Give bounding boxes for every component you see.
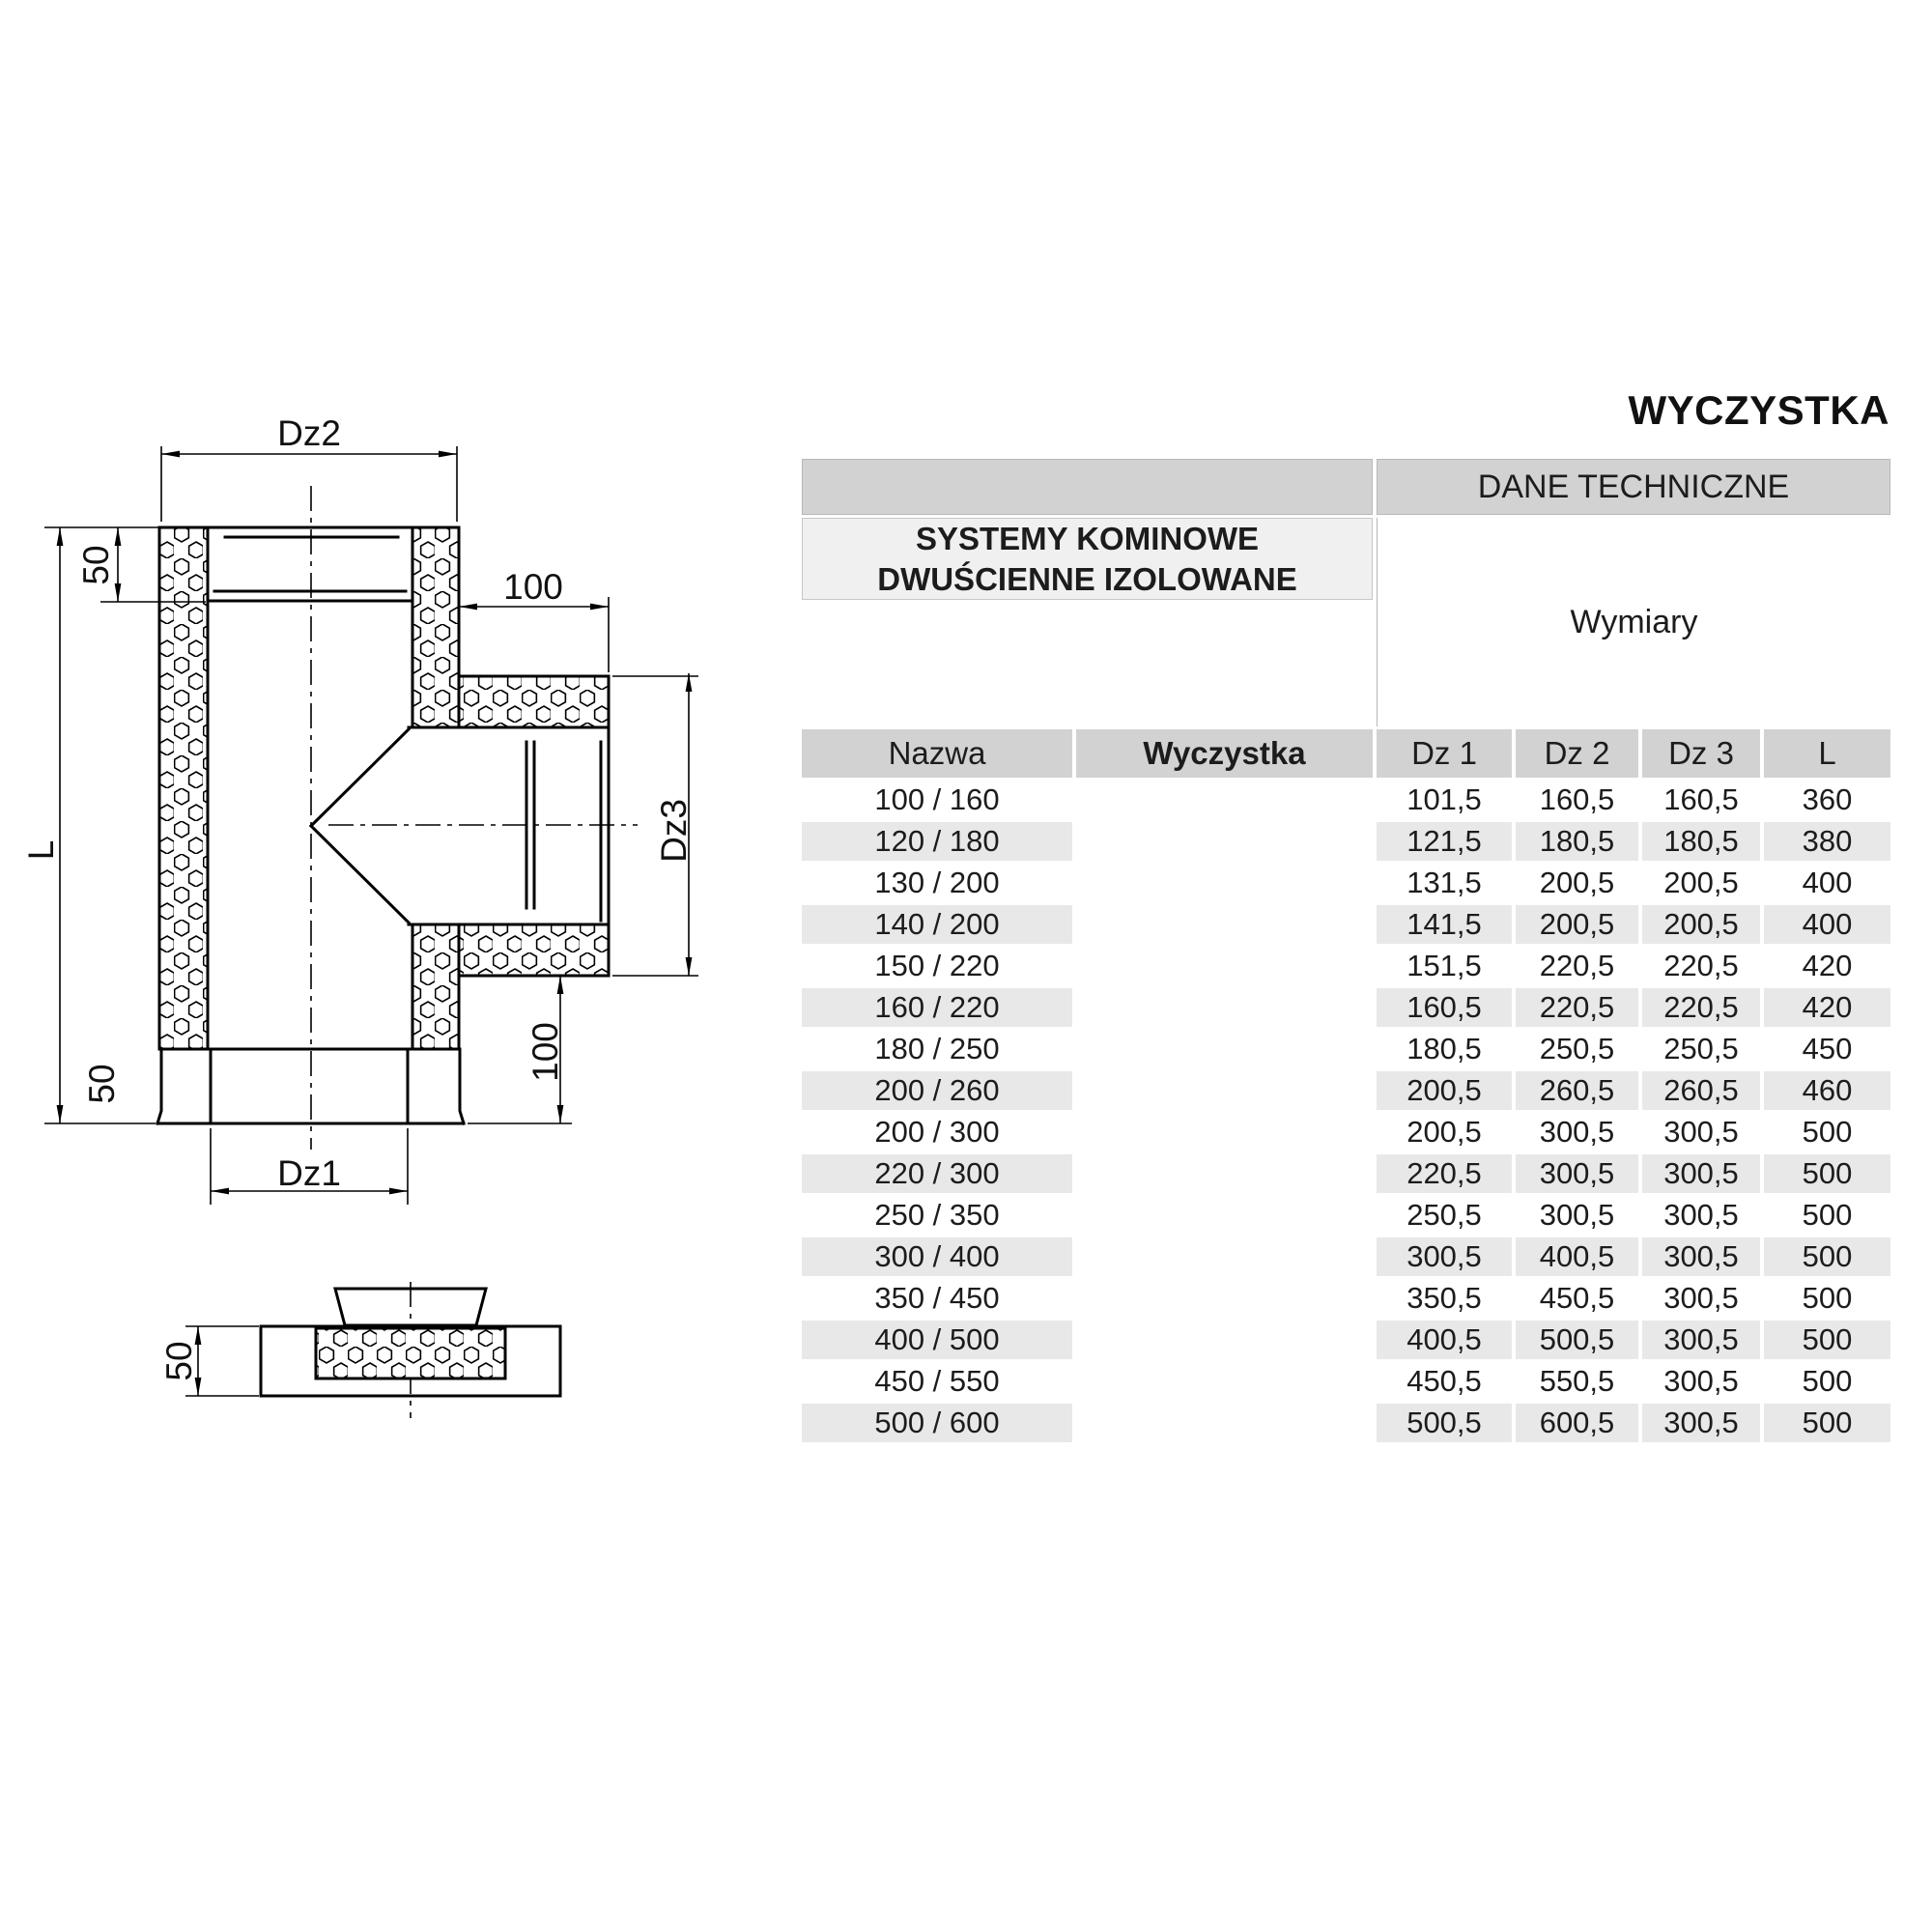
row-dz3-cell: 260,5 [1642, 1071, 1760, 1110]
row-dz3-cell: 300,5 [1663, 1364, 1739, 1398]
row-name-cell: 140 / 200 [802, 905, 1072, 944]
row-name-cell: 120 / 180 [802, 822, 1072, 861]
dim-50-collar-label: 50 [82, 1064, 122, 1104]
row-dz3-cell: 220,5 [1642, 988, 1760, 1027]
table-header-dane-techniczne: DANE TECHNICZNE [1377, 459, 1890, 515]
row-l-cell: 400 [1802, 866, 1853, 899]
row-l-cell: 400 [1764, 905, 1890, 944]
row-dz1-cell: 121,5 [1377, 822, 1512, 861]
spec-table [802, 459, 1890, 1442]
table-corner-cell [802, 459, 1373, 515]
dim-50-cap-label: 50 [159, 1341, 199, 1381]
table-left-blank-cell [802, 603, 1373, 726]
row-dz2-cell: 180,5 [1516, 822, 1638, 861]
row-name-cell: 300 / 400 [802, 1237, 1072, 1276]
row-dz3-cell: 180,5 [1642, 822, 1760, 861]
row-dz2-cell: 500,5 [1516, 1321, 1638, 1359]
row-dz1-cell: 400,5 [1377, 1321, 1512, 1359]
row-dz2-cell: 250,5 [1539, 1032, 1615, 1065]
row-l-cell: 500 [1764, 1237, 1890, 1276]
row-dz2-cell: 300,5 [1539, 1198, 1615, 1232]
technical-drawing [0, 0, 734, 1449]
row-dz3-cell: 300,5 [1642, 1237, 1760, 1276]
dim-l-label: L [21, 839, 61, 861]
row-name-cell: 150 / 220 [874, 949, 1000, 982]
row-l-cell: 500 [1764, 1154, 1890, 1193]
dim-50-top-label: 50 [76, 545, 116, 585]
row-dz3-cell: 300,5 [1642, 1321, 1760, 1359]
row-dz1-cell: 200,5 [1406, 1115, 1482, 1149]
column-header-dz2: Dz 2 [1516, 729, 1638, 778]
row-dz3-cell: 300,5 [1663, 1198, 1739, 1232]
table-header-system-name [802, 518, 1373, 600]
row-dz3-cell: 300,5 [1642, 1404, 1760, 1442]
row-dz2-cell: 450,5 [1539, 1281, 1615, 1315]
row-name-cell: 450 / 550 [874, 1364, 1000, 1398]
row-dz2-cell: 200,5 [1539, 866, 1615, 899]
row-dz1-cell: 180,5 [1406, 1032, 1482, 1065]
row-dz3-cell: 250,5 [1663, 1032, 1739, 1065]
column-header-wyczystka: Wyczystka [1076, 729, 1373, 778]
row-l-cell: 360 [1802, 782, 1853, 816]
row-dz1-cell: 101,5 [1406, 782, 1482, 816]
row-dz2-cell: 220,5 [1539, 949, 1615, 982]
row-dz3-cell: 220,5 [1663, 949, 1739, 982]
dimension-labels [21, 413, 694, 1381]
column-header-nazwa: Nazwa [802, 729, 1072, 778]
row-name-cell: 200 / 260 [802, 1071, 1072, 1110]
row-name-cell: 100 / 160 [874, 782, 1000, 816]
row-dz2-cell: 300,5 [1516, 1154, 1638, 1193]
dim-dz3-label: Dz3 [654, 799, 694, 863]
column-header-dz3: Dz 3 [1642, 729, 1760, 778]
row-dz2-cell: 300,5 [1539, 1115, 1615, 1149]
row-dz1-cell: 300,5 [1377, 1237, 1512, 1276]
row-dz2-cell: 260,5 [1516, 1071, 1638, 1110]
row-l-cell: 500 [1764, 1404, 1890, 1442]
dim-dz2-label: Dz2 [277, 413, 341, 453]
page-title: WYCZYSTKA [1628, 387, 1889, 433]
row-name-cell: 200 / 300 [874, 1115, 1000, 1149]
row-name-cell: 220 / 300 [802, 1154, 1072, 1193]
row-dz2-cell: 200,5 [1516, 905, 1638, 944]
row-dz1-cell: 160,5 [1377, 988, 1512, 1027]
row-l-cell: 500 [1802, 1115, 1853, 1149]
dim-100-branch-label: 100 [503, 567, 563, 607]
row-dz3-cell: 300,5 [1663, 1281, 1739, 1315]
row-l-cell: 500 [1764, 1321, 1890, 1359]
row-l-cell: 500 [1802, 1281, 1853, 1315]
row-dz2-cell: 550,5 [1539, 1364, 1615, 1398]
dim-100-bottom-label: 100 [526, 1022, 565, 1082]
row-dz1-cell: 220,5 [1377, 1154, 1512, 1193]
row-name-cell: 400 / 500 [802, 1321, 1072, 1359]
row-l-cell: 450 [1802, 1032, 1853, 1065]
row-dz2-cell: 600,5 [1516, 1404, 1638, 1442]
row-dz3-cell: 200,5 [1642, 905, 1760, 944]
row-dz2-cell: 400,5 [1516, 1237, 1638, 1276]
system-name-line2: DWUŚCIENNE IZOLOWANE [877, 560, 1297, 597]
row-l-cell: 460 [1764, 1071, 1890, 1110]
row-dz1-cell: 250,5 [1406, 1198, 1482, 1232]
wyczystka-image-cell [1076, 781, 1373, 1442]
column-header-l: L [1764, 729, 1890, 778]
table-header-wymiary: Wymiary [1377, 518, 1890, 726]
row-name-cell: 350 / 450 [874, 1281, 1000, 1315]
row-dz3-cell: 200,5 [1663, 866, 1739, 899]
dim-dz1-label: Dz1 [277, 1153, 341, 1193]
row-dz1-cell: 141,5 [1377, 905, 1512, 944]
row-name-cell: 180 / 250 [874, 1032, 1000, 1065]
row-dz3-cell: 300,5 [1642, 1154, 1760, 1193]
column-header-dz1: Dz 1 [1377, 729, 1512, 778]
row-dz1-cell: 450,5 [1406, 1364, 1482, 1398]
row-dz1-cell: 500,5 [1377, 1404, 1512, 1442]
row-dz2-cell: 160,5 [1539, 782, 1615, 816]
row-l-cell: 380 [1764, 822, 1890, 861]
system-name-line1: SYSTEMY KOMINOWE [915, 521, 1260, 557]
row-l-cell: 420 [1802, 949, 1853, 982]
row-l-cell: 500 [1802, 1198, 1853, 1232]
row-l-cell: 420 [1764, 988, 1890, 1027]
row-name-cell: 250 / 350 [874, 1198, 1000, 1232]
row-dz1-cell: 350,5 [1406, 1281, 1482, 1315]
row-dz2-cell: 220,5 [1516, 988, 1638, 1027]
row-dz1-cell: 151,5 [1406, 949, 1482, 982]
row-name-cell: 500 / 600 [802, 1404, 1072, 1442]
row-dz3-cell: 160,5 [1663, 782, 1739, 816]
row-dz1-cell: 131,5 [1406, 866, 1482, 899]
row-name-cell: 160 / 220 [802, 988, 1072, 1027]
row-name-cell: 130 / 200 [874, 866, 1000, 899]
row-dz1-cell: 200,5 [1377, 1071, 1512, 1110]
row-dz3-cell: 300,5 [1663, 1115, 1739, 1149]
row-l-cell: 500 [1802, 1364, 1853, 1398]
